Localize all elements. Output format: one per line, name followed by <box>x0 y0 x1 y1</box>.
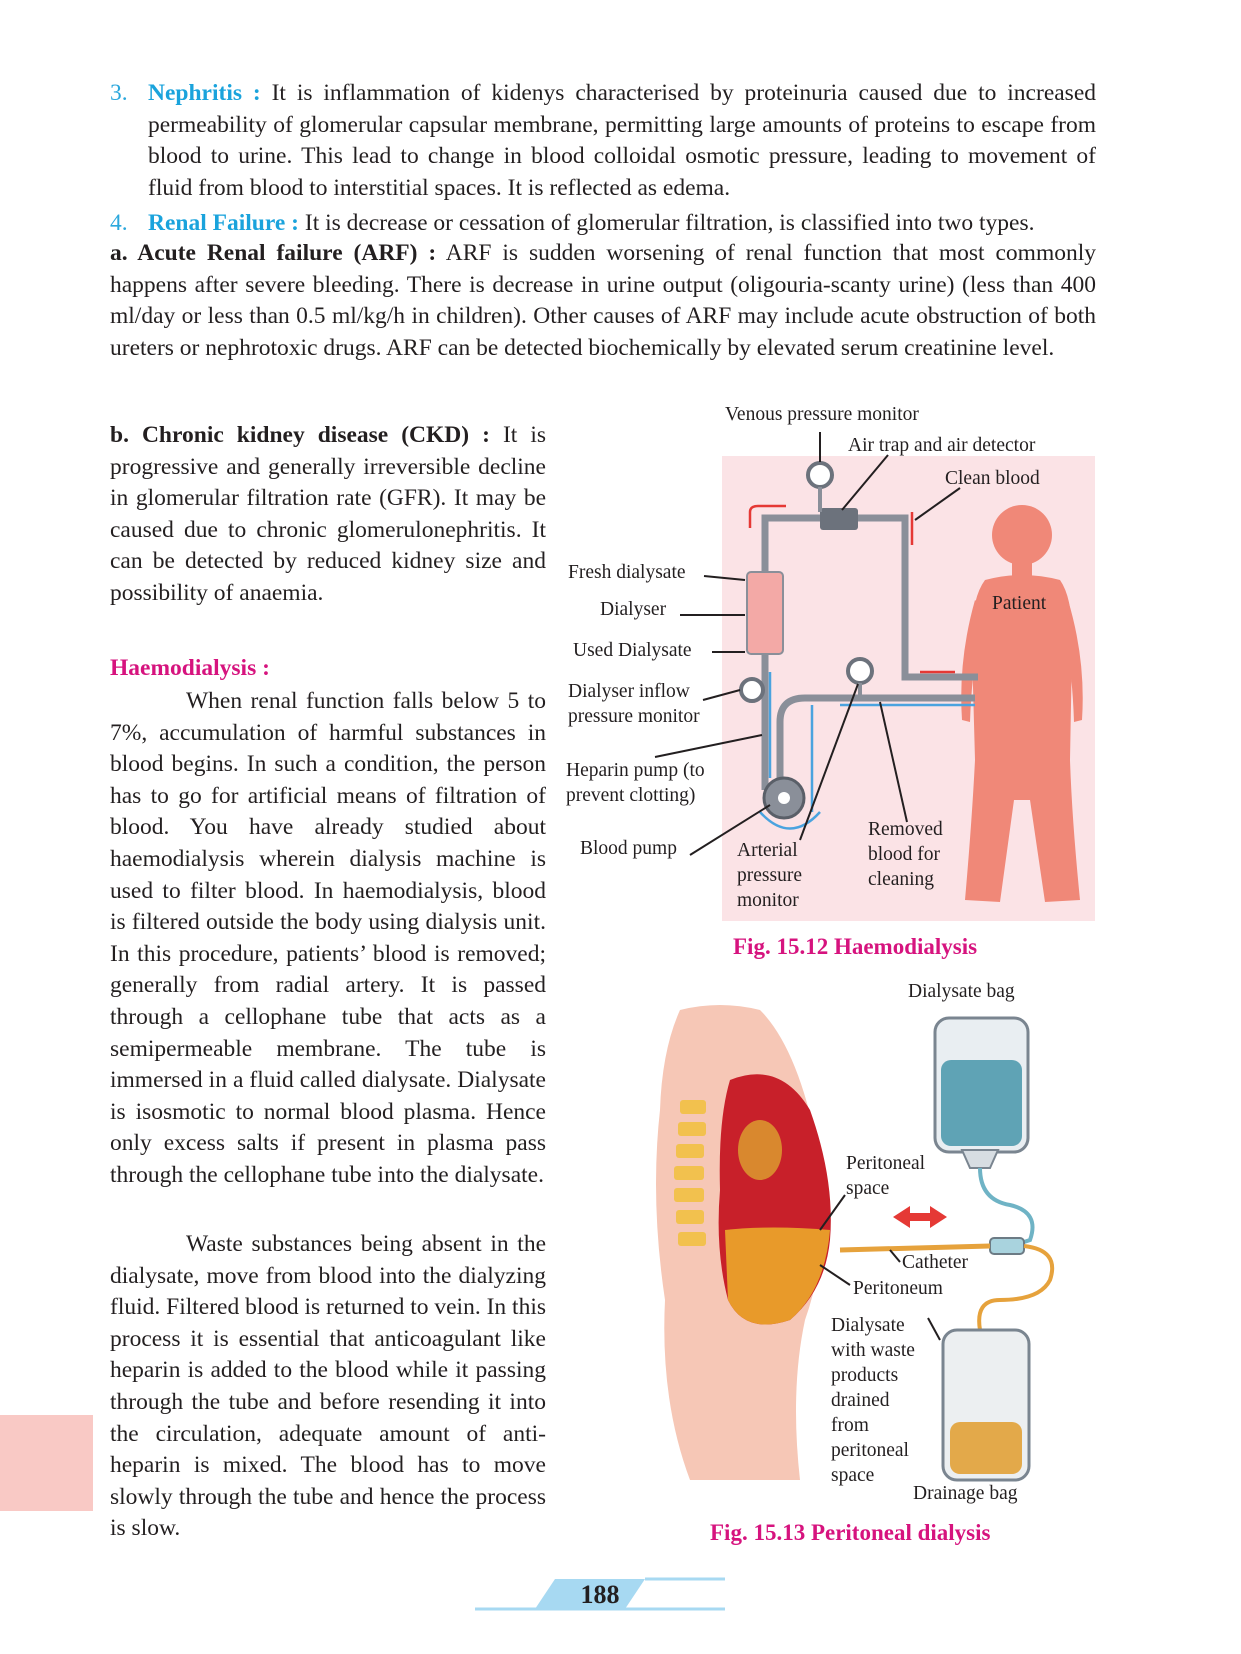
label-air-trap: Air trap and air detector <box>848 435 1036 456</box>
caption-fig-15-12: Fig. 15.12 Haemodialysis <box>733 934 978 959</box>
term-ckd: b. Chronic kidney disease (CKD) : <box>110 422 490 448</box>
label-waste-6: peritoneal <box>831 1440 909 1461</box>
label-dialyser-inflow-1: Dialyser inflow <box>568 681 690 702</box>
label-clean-blood: Clean blood <box>945 468 1040 489</box>
nephritis-text: It is inflammation of kidenys characterised by proteinuria caused due to increased permeability of glomerular capsular membrane, permitting large amounts of proteins to escape from blood to urine. This lead to change in blood colloidal osmotic pressure, leading to movement of fluid from blood to interstitial spaces. It is reflected as edema. <box>148 80 1097 201</box>
ckd-text: It is progressive and generally irreversible decline in glomerular filtration rate (GFR). It may be caused due to chronic glomerulonephritis. It can be detected by reduced kidney size and possibility of anaemia. <box>110 422 547 606</box>
label-used-dialysate: Used Dialysate <box>573 640 692 661</box>
label-heparin-pump-2: prevent clotting) <box>566 785 696 806</box>
label-arterial-3: monitor <box>737 890 799 911</box>
label-peritoneum: Peritoneum <box>853 1278 943 1299</box>
label-peritoneal-space-1: Peritoneal <box>846 1153 926 1174</box>
term-nephritis: Nephritis : <box>148 80 261 106</box>
label-catheter: Catheter <box>902 1252 969 1273</box>
label-waste-2: with waste <box>831 1340 915 1361</box>
label-arterial-2: pressure <box>737 865 802 886</box>
caption-fig-15-13: Fig. 15.13 Peritoneal dialysis <box>710 1520 991 1545</box>
label-waste-4: drained <box>831 1390 890 1411</box>
label-peritoneal-space-2: space <box>846 1178 890 1199</box>
haemodialysis-para2-text: Waste substances being absent in the dialysate, move from blood into the dialyzing fluid. Filtered blood is returned to vein. In this process it is essential that anticoagulant like heparin is added to the blood while it passing through the tube and before resending it into the circulation, adequate amount of anti-heparin is mixed. The blood has to move slowly through the tube and hence the process is slow. <box>110 1231 546 1542</box>
label-arterial-1: Arterial <box>737 840 798 861</box>
label-venous-pressure-monitor: Venous pressure monitor <box>725 404 919 425</box>
item-number: 4. <box>110 210 128 236</box>
label-heparin-pump-1: Heparin pump (to <box>566 760 705 781</box>
label-dialyser-inflow-2: pressure monitor <box>568 706 700 727</box>
label-removed-blood-2: blood for <box>868 844 941 865</box>
label-waste-3: products <box>831 1365 899 1386</box>
label-blood-pump: Blood pump <box>580 838 677 859</box>
label-fresh-dialysate: Fresh dialysate <box>568 562 686 583</box>
label-removed-blood-1: Removed <box>868 819 943 840</box>
label-waste-5: from <box>831 1415 869 1436</box>
haemodialysis-heading: Haemodialysis : <box>110 655 270 681</box>
arf-text: ARF is sudden worsening of renal function that most commonly happens after severe bleeding. There is decrease in urine output (oligouria-scanty urine) (less than 400 ml/day or less than 0.5 ml/kg/h in children). Other causes of ARF may include acute obstruction of both ureters or nephrotoxic drugs. ARF can be detected biochemically by elevated serum creatinine level. <box>110 240 1096 361</box>
label-waste-7: space <box>831 1465 875 1486</box>
catheter-connector <box>990 1238 1024 1254</box>
label-patient: Patient <box>992 593 1047 614</box>
side-tab <box>0 1415 93 1511</box>
label-drainage-bag: Drainage bag <box>913 1483 1018 1504</box>
label-waste-1: Dialysate <box>831 1315 905 1336</box>
page-number: 188 <box>580 1580 620 1609</box>
label-dialysate-bag: Dialysate bag <box>908 981 1015 1002</box>
label-dialyser: Dialyser <box>600 599 667 620</box>
haemodialysis-para1-text: When renal function falls below 5 to 7%, accumulation of harmful substances in blood begins. In such a condition, the person has to go for artificial means of filtration of blood. You have already studied about haemodialysis wherein dialysis machine is used to filter blood. In haemodialysis, blood is filtered outside the body using dialysis unit. In this procedure, patients’ blood is removed; generally from radial artery. It is passed through a cellophane tube that acts as a semipermeable membrane. The tube is immersed in a fluid called dialysate. Dialysate is isosmotic to normal blood plasma. Hence only excess salts if present in plasma pass through the cellophane tube into the dialysate. <box>110 688 546 1188</box>
term-arf: a. Acute Renal failure (ARF) : <box>110 240 437 266</box>
label-removed-blood-3: cleaning <box>868 869 935 890</box>
exchange-arrow <box>893 1206 947 1228</box>
item-number: 3. <box>110 80 128 106</box>
term-renal-failure: Renal Failure : <box>148 210 299 236</box>
peritoneal-fluid <box>725 1228 830 1325</box>
renal-failure-text: It is decrease or cessation of glomerular filtration, is classified into two types. <box>299 210 1035 236</box>
